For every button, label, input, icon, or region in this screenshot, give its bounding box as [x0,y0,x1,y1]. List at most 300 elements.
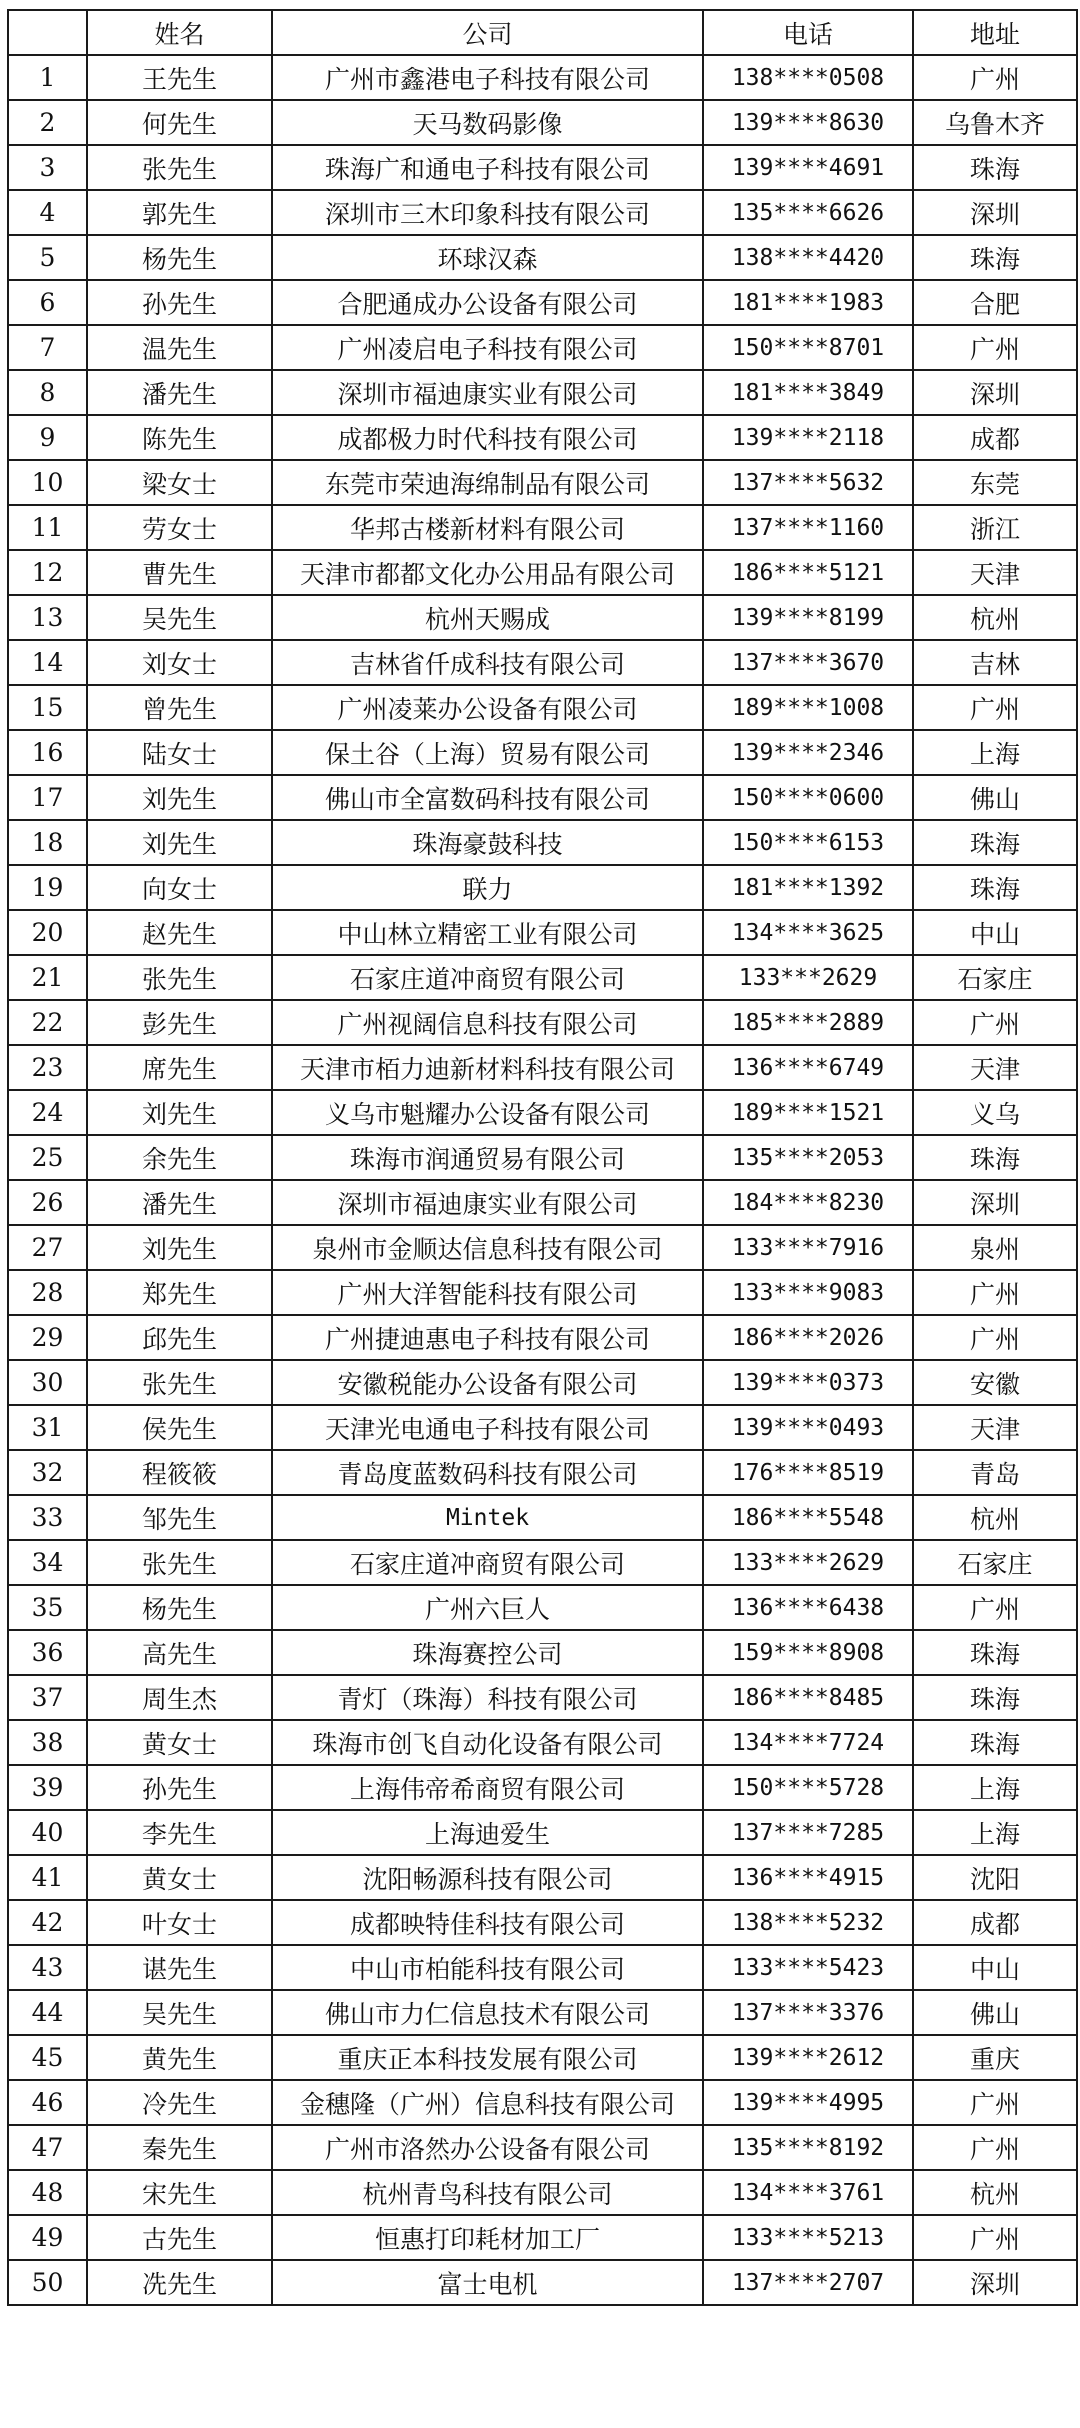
row-index: 13 [8,595,87,640]
company-name: 吉林省仟成科技有限公司 [272,640,703,685]
phone-number: 150****8701 [703,325,913,370]
contact-name: 曹先生 [87,550,272,595]
address-city: 天津 [913,550,1077,595]
header-index [8,10,87,55]
phone-number: 133****9083 [703,1270,913,1315]
phone-number: 134****3761 [703,2170,913,2215]
row-index: 47 [8,2125,87,2170]
phone-number: 138****4420 [703,235,913,280]
address-city: 珠海 [913,1720,1077,1765]
phone-number: 137****1160 [703,505,913,550]
row-index: 46 [8,2080,87,2125]
address-city: 成都 [913,415,1077,460]
row-index: 17 [8,775,87,820]
row-index: 40 [8,1810,87,1855]
address-city: 珠海 [913,820,1077,865]
phone-number: 150****6153 [703,820,913,865]
contact-name: 陆女士 [87,730,272,775]
address-city: 广州 [913,2215,1077,2260]
address-city: 乌鲁木齐 [913,100,1077,145]
address-city: 珠海 [913,1135,1077,1180]
phone-number: 138****0508 [703,55,913,100]
phone-number: 184****8230 [703,1180,913,1225]
company-name: 沈阳畅源科技有限公司 [272,1855,703,1900]
company-name: 珠海豪鼓科技 [272,820,703,865]
table-row [8,55,1077,100]
address-city: 青岛 [913,1450,1077,1495]
phone-number: 186****5121 [703,550,913,595]
phone-number: 181****1983 [703,280,913,325]
table-row [8,640,1077,685]
phone-number: 189****1521 [703,1090,913,1135]
table-row [8,1900,1077,1945]
company-name: 泉州市金顺达信息科技有限公司 [272,1225,703,1270]
company-name: 东莞市荣迪海绵制品有限公司 [272,460,703,505]
table-row [8,1135,1077,1180]
row-index: 19 [8,865,87,910]
phone-number: 137****7285 [703,1810,913,1855]
contact-name: 古先生 [87,2215,272,2260]
phone-number: 133****2629 [703,1540,913,1585]
contact-name: 冼先生 [87,2260,272,2305]
phone-number: 139****8630 [703,100,913,145]
contact-name: 吴先生 [87,1990,272,2035]
row-index: 23 [8,1045,87,1090]
table-row [8,145,1077,190]
company-name: 天津市栢力迪新材料科技有限公司 [272,1045,703,1090]
company-name: 佛山市全富数码科技有限公司 [272,775,703,820]
address-city: 深圳 [913,2260,1077,2305]
company-name: 珠海市创飞自动化设备有限公司 [272,1720,703,1765]
address-city: 上海 [913,1810,1077,1855]
row-index: 12 [8,550,87,595]
phone-number: 159****8908 [703,1630,913,1675]
header-address: 地址 [913,10,1077,55]
address-city: 广州 [913,1270,1077,1315]
address-city: 广州 [913,1585,1077,1630]
row-index: 16 [8,730,87,775]
address-city: 广州 [913,1315,1077,1360]
address-city: 中山 [913,910,1077,955]
address-city: 石家庄 [913,1540,1077,1585]
header-phone: 电话 [703,10,913,55]
phone-number: 189****1008 [703,685,913,730]
contact-name: 劳女士 [87,505,272,550]
row-index: 41 [8,1855,87,1900]
contact-name: 余先生 [87,1135,272,1180]
row-index: 48 [8,2170,87,2215]
contact-name: 潘先生 [87,1180,272,1225]
table-row [8,2080,1077,2125]
phone-number: 134****3625 [703,910,913,955]
company-name: 佛山市力仁信息技术有限公司 [272,1990,703,2035]
table-row [8,1180,1077,1225]
contact-name: 周生杰 [87,1675,272,1720]
contact-name: 郭先生 [87,190,272,235]
table-row [8,1855,1077,1900]
company-name: 重庆正本科技发展有限公司 [272,2035,703,2080]
row-index: 42 [8,1900,87,1945]
company-name: 广州六巨人 [272,1585,703,1630]
table-header [8,10,1077,55]
company-name: 联力 [272,865,703,910]
row-index: 18 [8,820,87,865]
row-index: 29 [8,1315,87,1360]
phone-number: 186****2026 [703,1315,913,1360]
phone-number: 185****2889 [703,1000,913,1045]
contact-name: 彭先生 [87,1000,272,1045]
phone-number: 133****7916 [703,1225,913,1270]
phone-number: 133***2629 [703,955,913,1000]
row-index: 3 [8,145,87,190]
contact-name: 王先生 [87,55,272,100]
row-index: 20 [8,910,87,955]
company-name: 广州凌莱办公设备有限公司 [272,685,703,730]
company-name: 广州凌启电子科技有限公司 [272,325,703,370]
address-city: 天津 [913,1045,1077,1090]
contact-name: 谌先生 [87,1945,272,1990]
row-index: 33 [8,1495,87,1540]
contact-name: 杨先生 [87,235,272,280]
address-city: 珠海 [913,235,1077,280]
table-row [8,1045,1077,1090]
address-city: 成都 [913,1900,1077,1945]
table-row [8,280,1077,325]
row-index: 4 [8,190,87,235]
table-row [8,2170,1077,2215]
phone-number: 176****8519 [703,1450,913,1495]
table-body [8,55,1077,2305]
table-row [8,1495,1077,1540]
contact-name: 梁女士 [87,460,272,505]
address-city: 珠海 [913,865,1077,910]
contact-name: 张先生 [87,955,272,1000]
phone-number: 139****2118 [703,415,913,460]
row-index: 26 [8,1180,87,1225]
company-name: 珠海赛控公司 [272,1630,703,1675]
table-row [8,685,1077,730]
contact-name: 黄先生 [87,2035,272,2080]
row-index: 10 [8,460,87,505]
table-row [8,2260,1077,2305]
address-city: 珠海 [913,1630,1077,1675]
row-index: 6 [8,280,87,325]
address-city: 重庆 [913,2035,1077,2080]
table-row [8,325,1077,370]
contact-name: 何先生 [87,100,272,145]
address-city: 佛山 [913,1990,1077,2035]
address-city: 珠海 [913,1675,1077,1720]
table-row [8,460,1077,505]
table-row [8,1585,1077,1630]
address-city: 上海 [913,1765,1077,1810]
company-name: 杭州天赐成 [272,595,703,640]
header-row [8,10,1077,55]
phone-number: 181****1392 [703,865,913,910]
row-index: 5 [8,235,87,280]
row-index: 31 [8,1405,87,1450]
phone-number: 181****3849 [703,370,913,415]
header-name: 姓名 [87,10,272,55]
table-row [8,1720,1077,1765]
table-row [8,1090,1077,1135]
row-index: 32 [8,1450,87,1495]
row-index: 11 [8,505,87,550]
company-name: 义乌市魁耀办公设备有限公司 [272,1090,703,1135]
row-index: 15 [8,685,87,730]
row-index: 50 [8,2260,87,2305]
company-name: 天津光电通电子科技有限公司 [272,1405,703,1450]
row-index: 49 [8,2215,87,2260]
row-index: 1 [8,55,87,100]
phone-number: 133****5213 [703,2215,913,2260]
contact-name: 赵先生 [87,910,272,955]
address-city: 吉林 [913,640,1077,685]
phone-number: 136****6438 [703,1585,913,1630]
contact-name: 冷先生 [87,2080,272,2125]
table-row [8,190,1077,235]
phone-number: 136****4915 [703,1855,913,1900]
phone-number: 139****2346 [703,730,913,775]
phone-number: 133****5423 [703,1945,913,1990]
contact-name: 刘先生 [87,820,272,865]
company-name: 金穗隆（广州）信息科技有限公司 [272,2080,703,2125]
table-row [8,2125,1077,2170]
address-city: 天津 [913,1405,1077,1450]
contact-name: 宋先生 [87,2170,272,2215]
contact-name: 秦先生 [87,2125,272,2170]
company-name: 恒惠打印耗材加工厂 [272,2215,703,2260]
row-index: 27 [8,1225,87,1270]
table-row [8,1360,1077,1405]
table-row [8,415,1077,460]
address-city: 义乌 [913,1090,1077,1135]
company-name: 中山林立精密工业有限公司 [272,910,703,955]
company-name: 成都极力时代科技有限公司 [272,415,703,460]
address-city: 广州 [913,325,1077,370]
row-index: 25 [8,1135,87,1180]
contact-name: 杨先生 [87,1585,272,1630]
address-city: 东莞 [913,460,1077,505]
company-name: 深圳市福迪康实业有限公司 [272,1180,703,1225]
phone-number: 135****6626 [703,190,913,235]
address-city: 广州 [913,1000,1077,1045]
table-row [8,910,1077,955]
address-city: 深圳 [913,190,1077,235]
company-name: 上海伟帝希商贸有限公司 [272,1765,703,1810]
phone-number: 137****5632 [703,460,913,505]
address-city: 沈阳 [913,1855,1077,1900]
contact-name: 刘先生 [87,1225,272,1270]
company-name: 石家庄道冲商贸有限公司 [272,955,703,1000]
address-city: 杭州 [913,1495,1077,1540]
phone-number: 139****4995 [703,2080,913,2125]
address-city: 珠海 [913,145,1077,190]
table-row [8,1000,1077,1045]
address-city: 佛山 [913,775,1077,820]
company-name: 石家庄道冲商贸有限公司 [272,1540,703,1585]
table-row [8,505,1077,550]
contact-name: 程筱筱 [87,1450,272,1495]
address-city: 广州 [913,55,1077,100]
contact-name: 吴先生 [87,595,272,640]
contact-name: 向女士 [87,865,272,910]
contact-name: 孙先生 [87,1765,272,1810]
row-index: 28 [8,1270,87,1315]
company-name: 珠海市润通贸易有限公司 [272,1135,703,1180]
address-city: 广州 [913,2080,1077,2125]
company-name: 广州视阔信息科技有限公司 [272,1000,703,1045]
table-row [8,100,1077,145]
contact-name: 侯先生 [87,1405,272,1450]
contact-name: 黄女士 [87,1855,272,1900]
company-name: 广州市鑫港电子科技有限公司 [272,55,703,100]
table-row [8,1270,1077,1315]
row-index: 8 [8,370,87,415]
company-name: 安徽税能办公设备有限公司 [272,1360,703,1405]
contact-name: 潘先生 [87,370,272,415]
row-index: 44 [8,1990,87,2035]
table-row [8,775,1077,820]
company-name: 广州捷迪惠电子科技有限公司 [272,1315,703,1360]
table-row [8,2035,1077,2080]
phone-number: 137****2707 [703,2260,913,2305]
address-city: 合肥 [913,280,1077,325]
table-row [8,1990,1077,2035]
contact-name: 邱先生 [87,1315,272,1360]
address-city: 广州 [913,2125,1077,2170]
address-city: 杭州 [913,2170,1077,2215]
company-name: 青灯（珠海）科技有限公司 [272,1675,703,1720]
table-row [8,1405,1077,1450]
table-row [8,1630,1077,1675]
company-name: 中山市柏能科技有限公司 [272,1945,703,1990]
table-row [8,1225,1077,1270]
table-row [8,1945,1077,1990]
table-row [8,595,1077,640]
phone-number: 135****2053 [703,1135,913,1180]
contact-name: 张先生 [87,1540,272,1585]
contact-name: 席先生 [87,1045,272,1090]
phone-number: 137****3670 [703,640,913,685]
header-company: 公司 [272,10,703,55]
address-city: 浙江 [913,505,1077,550]
contact-name: 陈先生 [87,415,272,460]
contact-name: 刘女士 [87,640,272,685]
company-name: 深圳市福迪康实业有限公司 [272,370,703,415]
row-index: 38 [8,1720,87,1765]
phone-number: 138****5232 [703,1900,913,1945]
contact-name: 刘先生 [87,775,272,820]
company-name: 珠海广和通电子科技有限公司 [272,145,703,190]
table-row [8,1450,1077,1495]
address-city: 深圳 [913,370,1077,415]
company-name: 合肥通成办公设备有限公司 [272,280,703,325]
row-index: 36 [8,1630,87,1675]
company-name: 广州大洋智能科技有限公司 [272,1270,703,1315]
table-row [8,1540,1077,1585]
row-index: 30 [8,1360,87,1405]
phone-number: 139****0373 [703,1360,913,1405]
contact-name: 温先生 [87,325,272,370]
table-row [8,730,1077,775]
phone-number: 150****0600 [703,775,913,820]
address-city: 泉州 [913,1225,1077,1270]
contact-name: 刘先生 [87,1090,272,1135]
phone-number: 139****8199 [703,595,913,640]
table-row [8,1315,1077,1360]
row-index: 43 [8,1945,87,1990]
contact-name: 黄女士 [87,1720,272,1765]
table-row [8,550,1077,595]
address-city: 安徽 [913,1360,1077,1405]
table-row [8,955,1077,1000]
phone-number: 137****3376 [703,1990,913,2035]
company-name: 天津市都都文化办公用品有限公司 [272,550,703,595]
row-index: 37 [8,1675,87,1720]
address-city: 广州 [913,685,1077,730]
phone-number: 134****7724 [703,1720,913,1765]
row-index: 21 [8,955,87,1000]
table-row [8,1675,1077,1720]
table-row [8,820,1077,865]
table-row [8,235,1077,280]
contact-name: 曾先生 [87,685,272,730]
table-row [8,2215,1077,2260]
contact-name: 张先生 [87,1360,272,1405]
row-index: 2 [8,100,87,145]
company-name: 上海迪爱生 [272,1810,703,1855]
address-city: 中山 [913,1945,1077,1990]
phone-number: 139****4691 [703,145,913,190]
phone-number: 139****0493 [703,1405,913,1450]
contact-name: 张先生 [87,145,272,190]
company-name: 保土谷（上海）贸易有限公司 [272,730,703,775]
table-row [8,1765,1077,1810]
phone-number: 136****6749 [703,1045,913,1090]
contact-name: 高先生 [87,1630,272,1675]
row-index: 14 [8,640,87,685]
phone-number: 186****5548 [703,1495,913,1540]
contact-table-sheet [7,9,1076,2419]
company-name: 广州市洛然办公设备有限公司 [272,2125,703,2170]
company-name: Mintek [272,1495,703,1540]
row-index: 22 [8,1000,87,1045]
table-row [8,1810,1077,1855]
row-index: 45 [8,2035,87,2080]
phone-number: 135****8192 [703,2125,913,2170]
row-index: 9 [8,415,87,460]
row-index: 7 [8,325,87,370]
address-city: 深圳 [913,1180,1077,1225]
address-city: 石家庄 [913,955,1077,1000]
company-name: 深圳市三木印象科技有限公司 [272,190,703,235]
address-city: 上海 [913,730,1077,775]
phone-number: 139****2612 [703,2035,913,2080]
company-name: 天马数码影像 [272,100,703,145]
phone-number: 186****8485 [703,1675,913,1720]
company-name: 杭州青鸟科技有限公司 [272,2170,703,2215]
company-name: 青岛度蓝数码科技有限公司 [272,1450,703,1495]
address-city: 杭州 [913,595,1077,640]
row-index: 39 [8,1765,87,1810]
company-name: 富士电机 [272,2260,703,2305]
contact-name: 郑先生 [87,1270,272,1315]
company-name: 华邦古楼新材料有限公司 [272,505,703,550]
company-name: 环球汉森 [272,235,703,280]
table-row [8,370,1077,415]
contact-name: 李先生 [87,1810,272,1855]
